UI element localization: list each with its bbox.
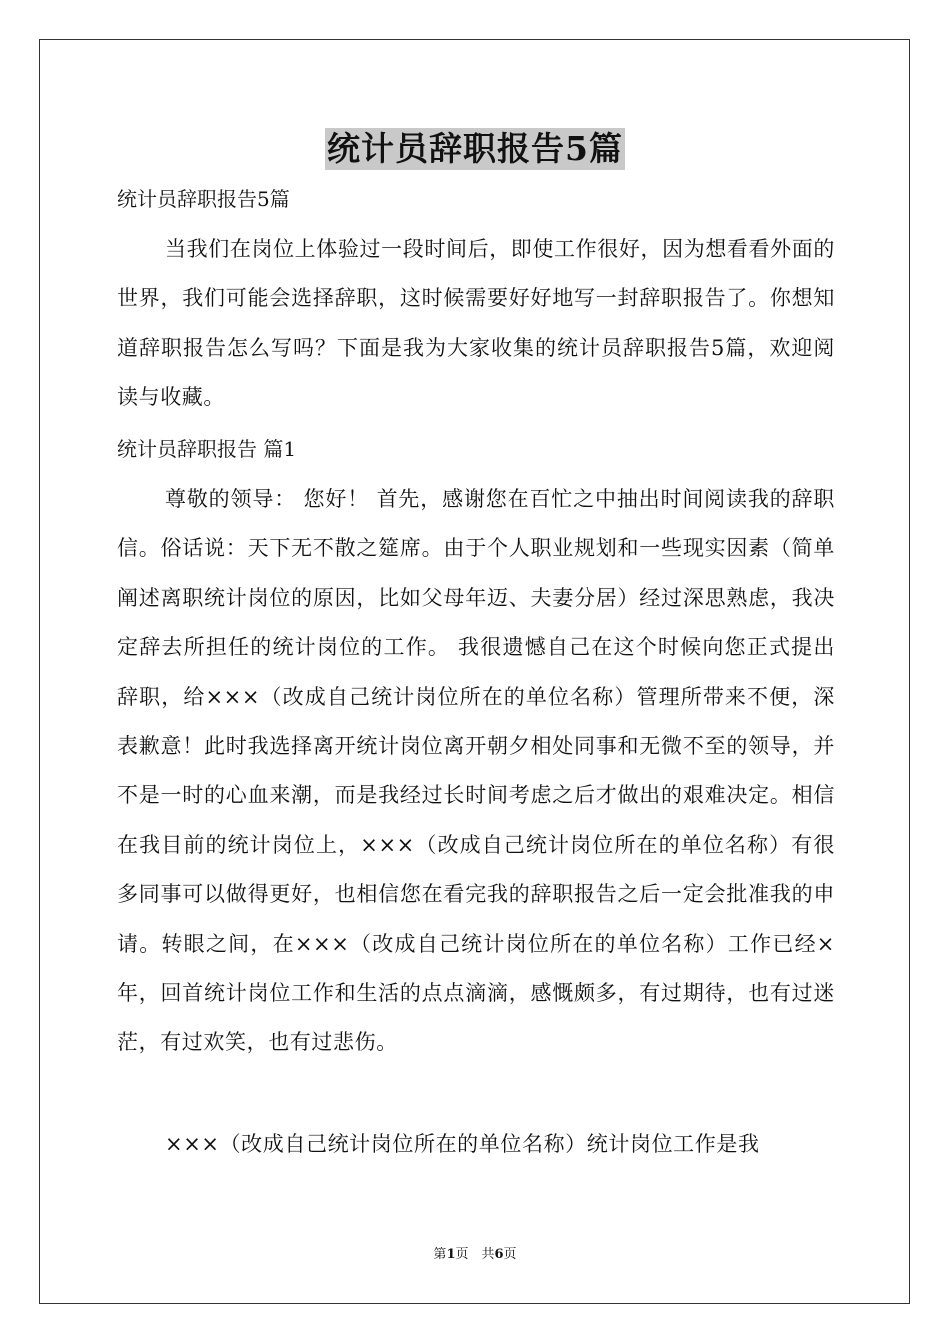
total-page-count: 6 xyxy=(494,1247,504,1262)
intro-paragraph: 当我们在岗位上体验过一段时间后，即使工作很好，因为想看看外面的世界，我们可能会选择辞职，这时候需要好好地写一封辞职报告了。你想知道辞职报告怎么写吗？下面是我为大家收集的统计员辞职报告5篇，欢迎阅读与收藏。 xyxy=(117,237,835,410)
page-label-suffix: 页 xyxy=(503,1247,517,1262)
section-heading: 统计员辞职报告 篇1 xyxy=(117,437,297,461)
title-container xyxy=(0,128,950,170)
page-label-mid: 页 共 xyxy=(455,1247,495,1262)
document-title: 统计员辞职报告5篇 xyxy=(327,129,623,168)
document-subtitle: 统计员辞职报告5篇 xyxy=(117,187,290,211)
body-paragraph: 尊敬的领导： 您好！ 首先，感谢您在百忙之中抽出时间阅读我的辞职信。俗话说：天下无不散之筵席。由于个人职业规划和一些现实因素（简单阐述离职统计岗位的原因，比如父母年迈、夫妻分居）经过深思熟虑，我决定辞去所担任的统计岗位的工作。 我很遗憾自己在这个时候向您正式提出辞职，给×××（改成自己统计岗位所在的单位名称）管理所带来不便，深表歉意！此时我选择离开统计岗位离开朝夕相处同事和无微不至的领导，并不是一时的心血来潮，而是我经过长时间考虑之后才做出的艰难决定。相信在我目前的统计岗位上，×××（改成自己统计岗位所在的单位名称）有很多同事可以做得更好，也相信您在看完我的辞职报告之后一定会批准我的申请。转眼之间，在×××（改成自己统计岗位所在的单位名称）工作已经×年，回首统计岗位工作和生活的点点滴滴，感慨颇多，有过期待，也有过迷茫，有过欢笑，也有过悲伤。 xyxy=(117,487,835,1055)
page-label-prefix: 第 xyxy=(433,1247,447,1262)
current-page-number: 1 xyxy=(446,1247,456,1262)
body-paragraph-continued: ×××（改成自己统计岗位所在的单位名称）统计岗位工作是我 xyxy=(165,1132,760,1156)
page-footer xyxy=(0,1246,950,1264)
